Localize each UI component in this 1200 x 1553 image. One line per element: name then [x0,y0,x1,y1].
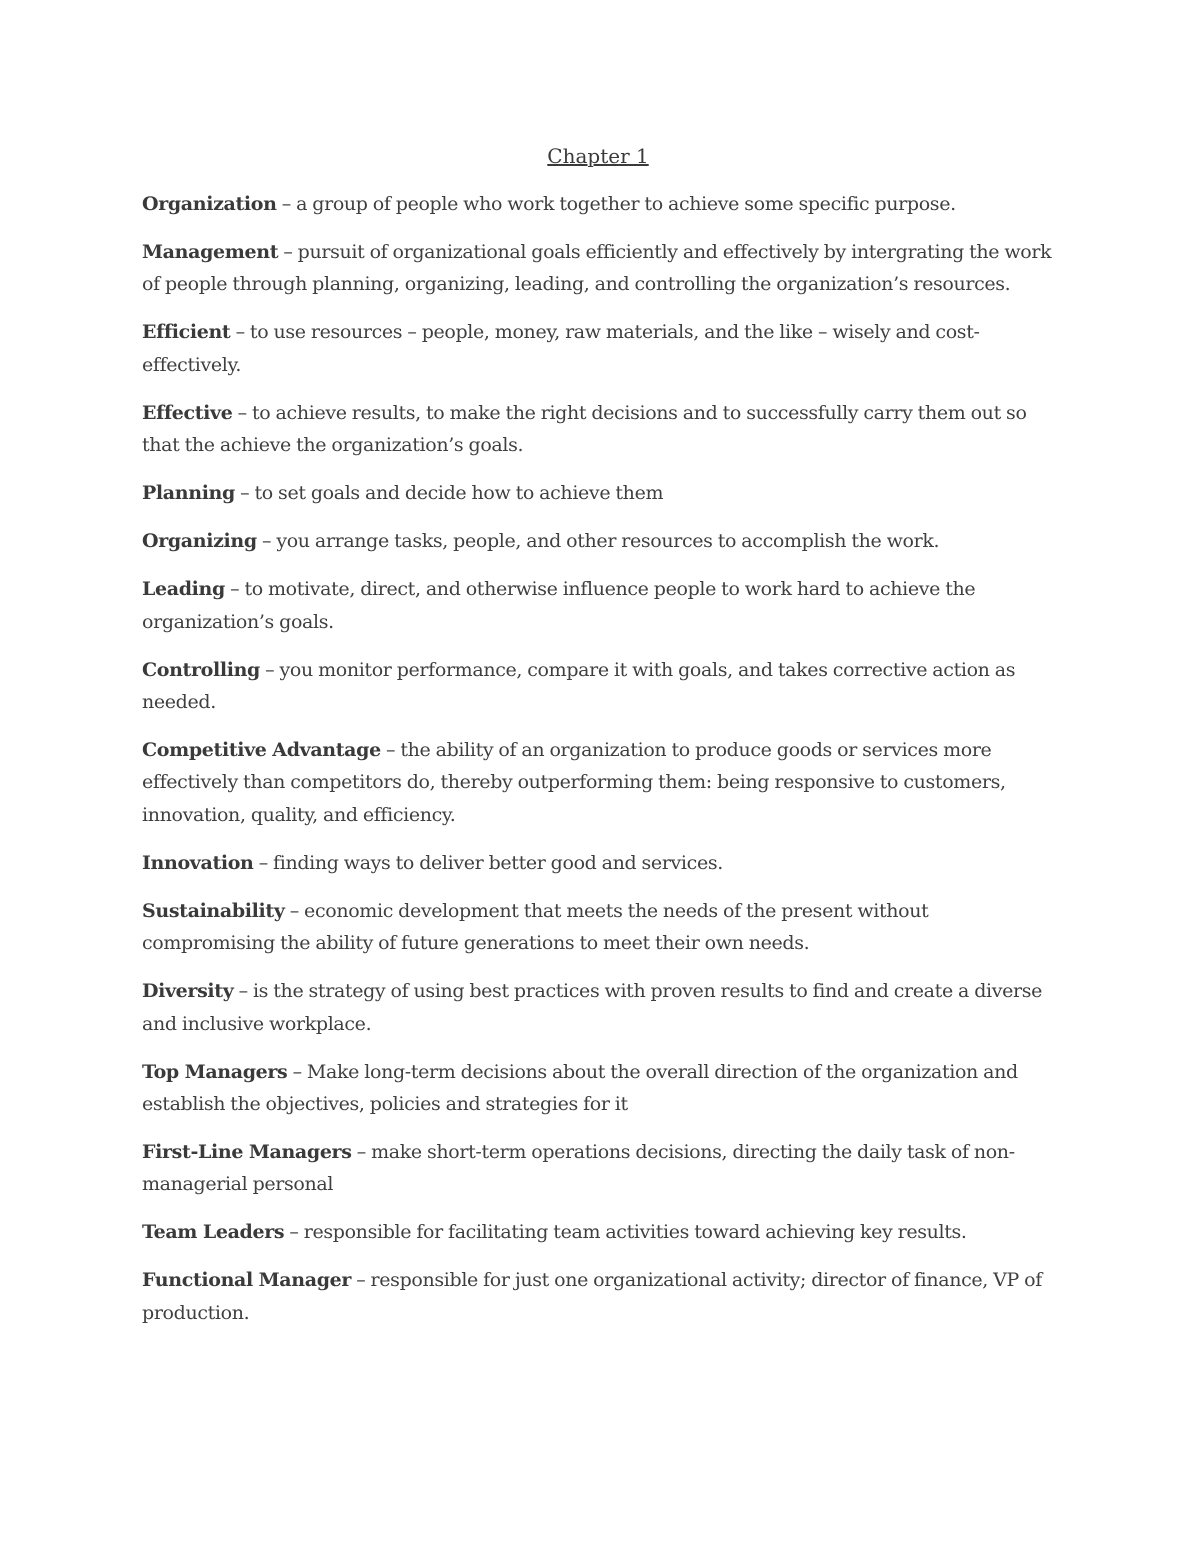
term-label: Functional Manager [142,1269,352,1292]
term-label: Controlling [142,658,260,681]
definition-diversity [142,975,1054,1040]
term-label: Management [142,241,279,263]
definition-text: – finding ways to deliver better good and services. [253,851,723,874]
term-label: Team Leaders [142,1221,285,1244]
definition-planning [142,477,1054,509]
definition-controlling [142,654,1054,719]
definition-functional-manager [142,1264,1054,1329]
term-label: Organizing [142,530,257,553]
definition-text: – is the strategy of using best practices with proven results to find and create a diverse and inclusive workplace. [142,980,1043,1035]
term-label: Sustainability [142,899,285,922]
definition-text: – you arrange tasks, people, and other resources to accomplish the work. [256,530,940,553]
definition-organizing [142,525,1054,557]
definition-organization [142,188,1054,220]
definition-text: – economic development that meets the needs of the present without compromising the ability of future generations to meet their own needs. [142,899,929,955]
definition-leading [142,573,1054,638]
definition-text: – to set goals and decide how to achieve them [234,482,664,505]
definition-text: – responsible for facilitating team activities toward achieving key results. [284,1221,967,1244]
definition-effective [142,397,1054,462]
document-body [142,140,1054,1345]
definition-efficient [142,316,1054,381]
term-label: Efficient [142,321,231,344]
definition-text: – to motivate, direct, and otherwise influence people to work hard to achieve the organization’s goals. [142,578,976,633]
definition-text: – Make long-term decisions about the overall direction of the organization and establish the objectives, policies and strategies for it [142,1060,1018,1116]
page-title: Chapter 1 [547,144,649,168]
definition-top-managers [142,1056,1054,1121]
definition-sustainability [142,895,1054,960]
term-label: Effective [142,401,233,424]
definition-competitive-advantage [142,734,1054,831]
definition-first-line-managers [142,1136,1054,1201]
definition-management [142,236,1054,301]
definition-text: – to use resources – people, money, raw materials, and the like – wisely and cost-effectively. [142,321,980,376]
term-label: Diversity [142,980,234,1003]
definition-text: – the ability of an organization to produce goods or services more effectively than competitors do, thereby outperforming them: being responsive to customers, innovation, quality, and efficiency. [142,739,1006,826]
definition-text: – make short-term operations decisions, directing the daily task of non-managerial personal [142,1141,1015,1196]
term-label: Leading [142,578,225,601]
definition-text: – responsible for just one organizational activity; director of finance, VP of production. [142,1269,1042,1324]
term-label: Organization [142,193,277,215]
definition-text: – a group of people who work together to achieve some specific purpose. [276,193,956,215]
definition-text: – to achieve results, to make the right decisions and to successfully carry them out so that the achieve the organization’s goals. [142,401,1027,457]
term-label: Innovation [142,851,254,874]
term-label: Competitive Advantage [142,739,381,762]
definition-team-leaders [142,1216,1054,1248]
term-label: Planning [142,482,235,505]
definition-text: – pursuit of organizational goals efficiently and effectively by intergrating the work of people through planning, organizing, leading, and controlling the organization’s resources. [142,241,1052,296]
definition-text: – you monitor performance, compare it with goals, and takes corrective action as needed. [142,658,1016,714]
term-label: Top Managers [142,1060,288,1083]
term-label: First-Line Managers [142,1141,352,1164]
definition-innovation [142,847,1054,879]
